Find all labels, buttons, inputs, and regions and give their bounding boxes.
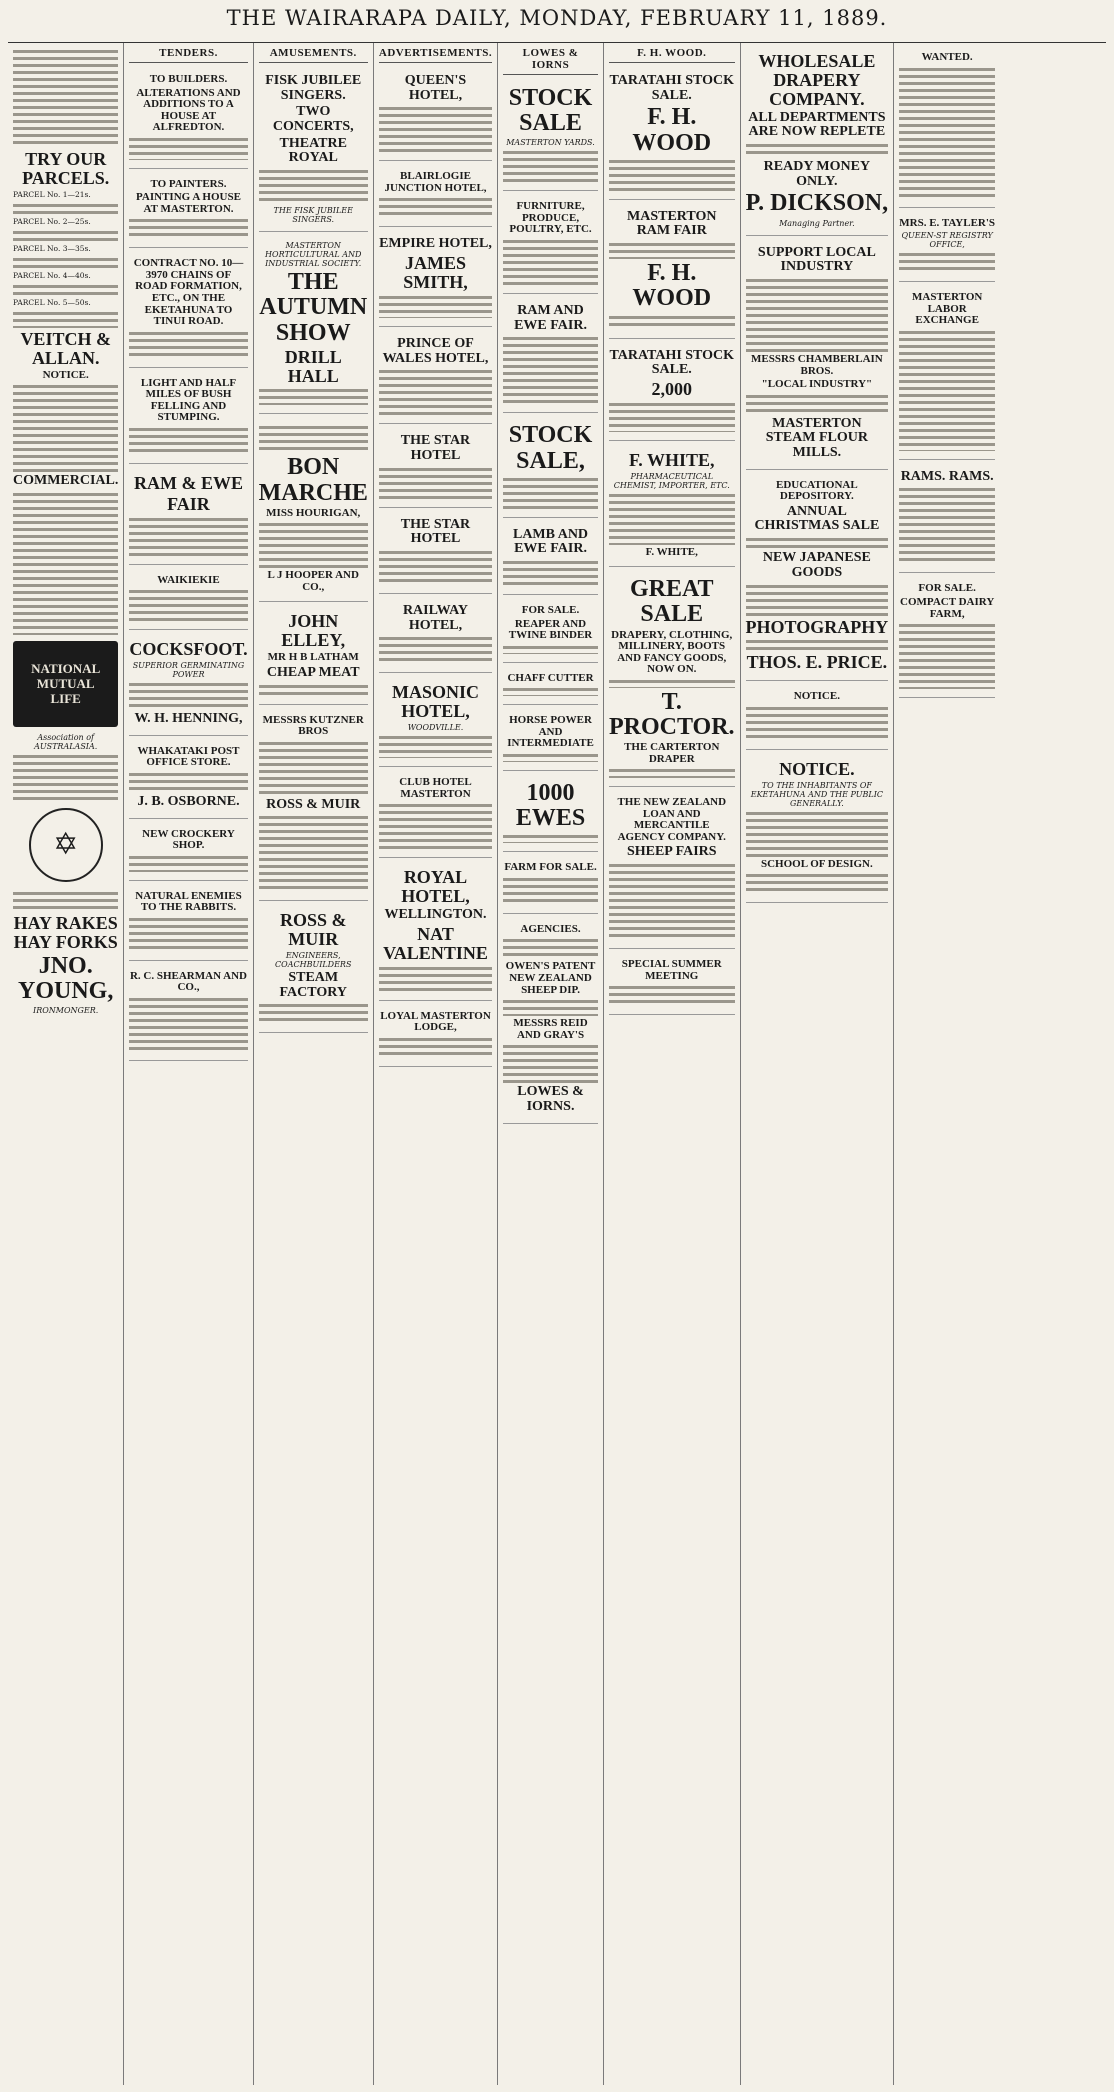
- ad-heading: WELLINGTON.: [384, 907, 487, 923]
- jno-young: JNO. YOUNG,: [18, 952, 114, 1004]
- ad-queens-hotel: [379, 68, 492, 161]
- ad-heading: SUPPORT LOCAL INDUSTRY: [757, 244, 876, 275]
- notice-heading: NOTICE.: [42, 368, 89, 381]
- ad-whakataki: [129, 740, 247, 819]
- ad-heading: QUEEN'S HOTEL,: [404, 73, 467, 103]
- ad-text: [609, 401, 735, 432]
- parcel-item: PARCEL No. 1—21s.: [13, 189, 91, 199]
- ad-club-hotel: [379, 771, 492, 858]
- ad-heading: R. C. SHEARMAN AND CO.,: [129, 969, 247, 994]
- ad-text: [609, 314, 735, 330]
- ad-text: [609, 862, 735, 940]
- ad-heading: MRS. E. TAYLER'S: [899, 216, 996, 229]
- ad-text: [259, 521, 368, 568]
- ad-heading: STOCK SALE,: [508, 422, 593, 474]
- ad-heading: STEAM FACTORY: [279, 970, 347, 1000]
- ad-special-meeting: [609, 953, 735, 1015]
- ad-heading: NOTICE.: [793, 690, 840, 703]
- ad-heading: WANTED.: [921, 51, 973, 63]
- ad-stock-sale-2: [503, 417, 598, 517]
- veitch-allan: VEITCH & ALLAN.: [20, 328, 111, 368]
- ad-text: [379, 549, 492, 585]
- ad-dairy-farm: [899, 577, 995, 698]
- ad-text: [259, 814, 368, 892]
- ad-heading: LIGHT AND HALF MILES OF BUSH FELLING AND STUMPING.: [140, 376, 237, 424]
- ad-notice-2: [746, 754, 889, 903]
- ad-heading: LOYAL MASTERTON LODGE,: [380, 1009, 491, 1034]
- ad-text: [746, 536, 889, 549]
- ad-fisk-jubilee: [259, 68, 368, 232]
- ad-heading: THE AUTUMN SHOW: [259, 269, 368, 346]
- ad-text: [899, 329, 995, 451]
- ad-kutzner: [259, 709, 368, 902]
- parcel-item: PARCEL No. 3—35s.: [13, 243, 91, 253]
- price-list: [746, 319, 889, 352]
- ad-text: [503, 238, 598, 285]
- ad-text: [129, 217, 247, 239]
- ad-shearman: [129, 965, 247, 1061]
- ad-text: [503, 686, 598, 696]
- ad-heading: WHOLESALE DRAPERY COMPANY.: [758, 51, 876, 109]
- ad-subheading: PHARMACEUTICAL CHEMIST, IMPORTER, ETC.: [613, 471, 730, 490]
- ad-heading: JOHN ELLEY,: [281, 611, 346, 651]
- ad-heading: J. B. OSBORNE.: [137, 793, 240, 809]
- ad-text: [129, 771, 247, 793]
- masonic-emblem-icon: ✡: [29, 808, 103, 882]
- ad-subheading: SUPERIOR GERMINATING POWER: [132, 661, 245, 680]
- ad-heading: P. DICKSON,: [745, 190, 889, 217]
- ad-furniture: [503, 195, 598, 294]
- ad-star-hotel: [379, 428, 492, 507]
- parcel-contents: [13, 310, 118, 328]
- column-fh-wood: [604, 43, 741, 2085]
- ad-rabbits: [129, 885, 247, 961]
- ad-text: [379, 368, 492, 415]
- ad-subheading: QUEEN-ST REGISTRY OFFICE,: [901, 231, 993, 250]
- ad-text: [379, 734, 492, 758]
- ad-cocksfoot: [129, 634, 247, 736]
- ad-heading: F. H. WOOD: [632, 260, 712, 312]
- ad-heading: MR H B LATHAM: [267, 651, 359, 664]
- ad-nz-loan: [609, 791, 735, 949]
- ad-waikiekie: [129, 569, 247, 631]
- ad-heading: TWO CONCERTS,: [272, 104, 354, 135]
- ad-heading: ALL DEPARTMENTS ARE NOW REPLETE: [748, 109, 886, 140]
- page-title: THE WAIRARAPA DAILY, MONDAY, FEBRUARY 11, 1889.: [226, 6, 888, 30]
- ad-ram-ewe-fair: [129, 468, 247, 565]
- ad-lodge: [379, 1005, 492, 1067]
- ad-heading: EDUCATIONAL DEPOSITORY.: [776, 478, 858, 503]
- ad-text: [503, 998, 598, 1016]
- ad-heading: CLUB HOTEL MASTERTON: [399, 776, 472, 800]
- association-name: Association of AUSTRALASIA.: [34, 732, 98, 751]
- ad-text: [503, 335, 598, 404]
- ad-text: [503, 1043, 598, 1083]
- ad-bon-marche: [259, 418, 368, 602]
- ad-heading: MESSRS REID AND GRAY'S: [513, 1017, 588, 1041]
- ad-heading: "LOCAL INDUSTRY": [761, 378, 873, 391]
- ad-heading: AGENCIES.: [520, 922, 581, 935]
- ad-heading: RAM AND EWE FAIR.: [514, 303, 587, 333]
- ad-heading: BLAIRLOGIE JUNCTION HOTEL,: [384, 170, 487, 194]
- emblem-line-2: LIFE: [50, 691, 81, 707]
- ad-painters: [129, 173, 247, 249]
- ad-text: [503, 833, 598, 843]
- ad-heading: CHAFF CUTTER: [507, 671, 594, 684]
- ad-text: [379, 105, 492, 152]
- ad-text: [746, 872, 889, 894]
- ad-heading: TARATAHI STOCK SALE.: [609, 73, 735, 103]
- ad-text: [746, 393, 889, 415]
- ironmonger: IRONMONGER.: [33, 1005, 99, 1015]
- ad-text: [609, 767, 735, 778]
- ad-heading: LAMB AND EWE FAIR.: [512, 526, 589, 557]
- ad-heading: RAILWAY HOTEL,: [402, 603, 469, 633]
- column-wholesale: [741, 43, 895, 2085]
- ad-great-sale: [609, 571, 735, 787]
- ad-heading: MASTERTON LABOR EXCHANGE: [912, 291, 983, 327]
- ad-ross-muir: [259, 905, 368, 1033]
- parcel-contents: [13, 283, 118, 296]
- parcel-contents: [13, 256, 118, 269]
- ad-text: [746, 705, 889, 741]
- store-text: [13, 890, 118, 912]
- ad-john-elley: [259, 606, 368, 704]
- column-lowes-iorns: [498, 43, 604, 2085]
- parcel-contents: [13, 229, 118, 242]
- ad-heading: DRILL HALL: [284, 346, 342, 386]
- ad-heading: HORSE POWER AND INTERMEDIATE: [507, 714, 594, 750]
- ad-text: [899, 66, 995, 199]
- ad-text: [609, 241, 735, 259]
- ad-heading: F. H. WOOD: [632, 104, 712, 156]
- ad-text: [503, 559, 598, 586]
- ad-heading: DRAPERY, CLOTHING, MILLINERY, BOOTS AND FANCY GOODS, NOW ON.: [611, 628, 733, 676]
- ad-text: [129, 516, 247, 556]
- ad-subheading: MASTERTON YARDS.: [506, 138, 595, 148]
- ad-text: [899, 486, 995, 564]
- ad-text: [259, 387, 368, 405]
- ad-educational: [746, 474, 889, 682]
- ad-heading: MESSRS CHAMBERLAIN BROS.: [751, 352, 883, 377]
- ad-text: [129, 854, 247, 872]
- agents-list: [13, 753, 118, 800]
- ad-heading: FAIR: [167, 493, 210, 514]
- ad-ram-fair: [609, 204, 735, 339]
- commercial-heading: COMMERCIAL.: [13, 473, 119, 489]
- ad-text: [259, 683, 368, 696]
- ad-autumn-show: [259, 236, 368, 414]
- parcel-item: PARCEL No. 4—40s.: [13, 270, 91, 280]
- ad-heading: THE STAR HOTEL: [400, 433, 471, 463]
- ad-railway-hotel: [379, 598, 492, 673]
- ad-text: [503, 876, 598, 905]
- ad-ram-ewe: [503, 298, 598, 413]
- ad-heading: FOR SALE.: [521, 604, 580, 617]
- parcels-heading: TRY OUR PARCELS.: [22, 149, 110, 188]
- ad-text: [379, 196, 492, 218]
- ad-heading: MASONIC HOTEL,: [391, 682, 479, 722]
- editorial-text: [13, 48, 118, 148]
- ad-heading: WHAKATAKI POST OFFICE STORE.: [137, 744, 240, 769]
- column-grid: [8, 43, 1106, 2085]
- ad-heading: THE CARTERTON DRAPER: [624, 741, 720, 765]
- masthead: [8, 6, 1106, 43]
- ad-masonic-hotel: [379, 677, 492, 767]
- ad-prince-wales: [379, 331, 492, 424]
- ad-text: [129, 996, 247, 1052]
- ad-heading: THOS. E. PRICE.: [746, 652, 888, 673]
- ad-heading: MASTERTON RAM FAIR: [627, 208, 717, 239]
- ad-heading: PAINTING A HOUSE AT MASTERTON.: [136, 191, 241, 215]
- editorial-text: [13, 383, 118, 472]
- ad-heading: OWEN'S PATENT NEW ZEALAND SHEEP DIP.: [505, 960, 596, 996]
- ad-text: [609, 492, 735, 545]
- ad-wholesale-drapery: [746, 46, 889, 236]
- ad-crockery: [129, 823, 247, 881]
- ad-text: [259, 424, 368, 453]
- ad-heading: WAIKIEKIE: [157, 573, 220, 586]
- ad-heading: COCKSFOOT.: [129, 639, 248, 660]
- ad-taratahi: [609, 68, 735, 200]
- ad-text: [503, 644, 598, 654]
- commercial-text: [13, 491, 118, 635]
- ad-text: [609, 984, 735, 1006]
- ad-subheading: ENGINEERS, COACHBUILDERS: [275, 951, 352, 970]
- ad-star-hotel-2: [379, 512, 492, 594]
- ad-text: [899, 622, 995, 689]
- ad-heading: NATURAL ENEMIES TO THE RABBITS.: [135, 889, 242, 914]
- ad-heading: ROSS & MUIR: [279, 910, 347, 950]
- ad-heading: ROSS & MUIR: [266, 796, 361, 812]
- ad-heading: BON MARCHE: [258, 454, 368, 506]
- ad-heading: MESSRS KUTZNER BROS: [262, 713, 364, 738]
- ad-heading: L J HOOPER AND CO.,: [267, 569, 359, 593]
- ad-royal-hotel: [379, 862, 492, 1000]
- ad-labour-exchange: [899, 286, 995, 460]
- ad-text: [129, 136, 247, 160]
- ad-subheading: TO THE INHABITANTS OF EKETAHUNA AND THE PUBLIC GENERALLY.: [750, 780, 883, 808]
- ad-empire-hotel: [379, 231, 492, 326]
- ad-text: [379, 1036, 492, 1058]
- ad-heading: SCHOOL OF DESIGN.: [760, 857, 873, 870]
- column-amusements: [254, 43, 374, 2085]
- ad-local-industry: [746, 240, 889, 470]
- column-heading: AMUSEMENTS.: [259, 46, 368, 63]
- ad-text: [746, 638, 889, 651]
- ad-text: [746, 142, 889, 158]
- ad-heading: F. WHITE,: [628, 449, 715, 470]
- column-tenders: [124, 43, 253, 2085]
- ad-text: [379, 294, 492, 318]
- ad-subheading: Managing Partner.: [779, 218, 855, 228]
- ad-rams: [899, 464, 995, 574]
- ad-lamb-ewe: [503, 522, 598, 595]
- ad-text: [899, 251, 995, 273]
- ad-text: [609, 158, 735, 191]
- ad-heading: F. WHITE,: [645, 545, 698, 558]
- ad-text: [129, 681, 247, 710]
- ad-builders: [129, 68, 247, 169]
- ad-white-chemist: [609, 445, 735, 567]
- ad-heading: ALTERATIONS AND ADDITIONS TO A HOUSE AT ALFREDTON.: [136, 86, 241, 134]
- ad-text: [503, 752, 598, 762]
- ad-heading: TO PAINTERS.: [150, 177, 227, 190]
- ad-ewes: [503, 775, 598, 852]
- ad-text: [129, 916, 247, 952]
- ad-text: [129, 426, 247, 455]
- ad-bush-felling: [129, 372, 247, 464]
- ad-heading: NAT VALENTINE: [383, 923, 488, 963]
- ad-heading: FURNITURE, PRODUCE, POULTRY, ETC.: [509, 200, 592, 236]
- ad-heading: FARM FOR SALE.: [504, 861, 597, 874]
- ad-text: [746, 810, 889, 857]
- ad-heading: MASTERTON STEAM FLOUR MILLS.: [765, 415, 869, 460]
- ad-heading: THE STAR HOTEL: [400, 516, 471, 547]
- ad-subheading: WOODVILLE.: [407, 723, 464, 733]
- ad-text: [609, 678, 735, 688]
- ad-text: [259, 1002, 368, 1024]
- ad-text: [503, 476, 598, 509]
- ad-heading: PHOTOGRAPHY: [745, 616, 889, 637]
- ad-road-contract: [129, 252, 247, 367]
- ad-heading: READY MONEY ONLY.: [763, 159, 871, 189]
- parcel-item: PARCEL No. 2—25s.: [13, 216, 91, 226]
- hay-rakes: HAY RAKES HAY FORKS: [13, 912, 118, 952]
- ad-heading: THE NEW ZEALAND LOAN AND MERCANTILE AGENCY COMPANY.: [617, 796, 727, 843]
- ad-subheading: THE FISK JUBILEE SINGERS.: [273, 206, 353, 225]
- ad-chaff: [503, 667, 598, 706]
- national-mutual-emblem: [13, 641, 118, 727]
- ad-heading: LOWES & IORNS.: [517, 1084, 584, 1114]
- ad-notice: [746, 685, 889, 750]
- ad-heading: 1000 EWES: [515, 779, 586, 832]
- ad-heading: THEATRE ROYAL: [279, 135, 347, 166]
- ad-heading: GREAT SALE: [629, 576, 714, 628]
- ad-text: [379, 965, 492, 992]
- ad-heading: TO BUILDERS.: [149, 73, 228, 85]
- ad-subheading: MASTERTON HORTICULTURAL AND INDUSTRIAL SOCIETY.: [265, 241, 362, 269]
- column-advertisements: [374, 43, 498, 2085]
- ad-heading: NEW CROCKERY SHOP.: [142, 827, 235, 852]
- ad-taratahi-2: [609, 343, 735, 441]
- ad-heading: SHEEP FAIRS: [626, 844, 717, 860]
- ad-text: [259, 740, 368, 796]
- ad-agencies: [503, 918, 598, 1124]
- ad-heading: STOCK SALE: [508, 85, 593, 137]
- ad-text: [129, 588, 247, 621]
- ad-text: [379, 466, 492, 499]
- ad-heading: T. PROCTOR.: [608, 688, 735, 740]
- ad-heading: COMPACT DAIRY FARM,: [900, 595, 995, 620]
- parcel-contents: [13, 202, 118, 215]
- ad-heading: RAM & EWE: [133, 472, 243, 493]
- column-heading: F. H. WOOD.: [609, 46, 735, 63]
- ad-heading: SPECIAL SUMMER MEETING: [621, 958, 722, 982]
- ad-heading: W. H. HENNING,: [134, 711, 243, 727]
- ad-heading: RAMS. RAMS.: [900, 468, 994, 484]
- ad-heading: TARATAHI STOCK SALE.: [609, 347, 735, 378]
- ad-text: [379, 635, 492, 664]
- ad-horse-power: [503, 709, 598, 771]
- ad-heading: FISK JUBILEE SINGERS.: [265, 73, 362, 103]
- ad-text: [259, 168, 368, 204]
- ad-heading: CHEAP MEAT: [266, 664, 360, 680]
- ad-tayler-registry: [899, 212, 995, 283]
- column-heading: LOWES & IORNS: [503, 46, 598, 75]
- ad-wanted: [899, 46, 995, 208]
- ad-heading: NOTICE.: [779, 758, 855, 779]
- ad-heading: ROYAL HOTEL,: [401, 867, 470, 907]
- ad-heading: EMPIRE HOTEL,: [379, 236, 492, 252]
- ad-heading: REAPER AND TWINE BINDER: [508, 617, 593, 642]
- ad-text: [129, 330, 247, 359]
- ad-heading: CONTRACT NO. 10—3970 CHAINS OF ROAD FORMATION, ETC., ON THE EKETAHUNA TO TINUI ROAD.: [133, 257, 244, 328]
- parcel-item: PARCEL No. 5—50s.: [13, 297, 91, 307]
- ad-heading: MISS HOURIGAN,: [266, 506, 361, 519]
- ad-text: [746, 583, 889, 616]
- ad-blairlogie: [379, 165, 492, 227]
- ad-heading: NEW JAPANESE GOODS: [762, 550, 871, 580]
- ad-text: [379, 802, 492, 849]
- ad-heading: ANNUAL CHRISTMAS SALE: [754, 503, 880, 534]
- ad-heading: JAMES SMITH,: [403, 253, 468, 293]
- column-wanted: [894, 43, 1000, 2085]
- ad-heading: FOR SALE.: [918, 582, 976, 595]
- ad-reaper: [503, 599, 598, 663]
- ad-text: [503, 149, 598, 182]
- ad-heading: PRINCE OF WALES HOTEL,: [382, 335, 489, 366]
- ad-text: [746, 277, 889, 317]
- ad-text: [503, 937, 598, 959]
- emblem-line-1: NATIONAL MUTUAL: [31, 661, 101, 692]
- ad-stock-sale: [503, 80, 598, 191]
- ad-heading: 2,000: [651, 378, 692, 399]
- column-heading: ADVERTISEMENTS.: [379, 46, 492, 63]
- column-editorial: [8, 43, 124, 2085]
- column-heading: TENDERS.: [129, 46, 247, 63]
- ad-farm: [503, 856, 598, 914]
